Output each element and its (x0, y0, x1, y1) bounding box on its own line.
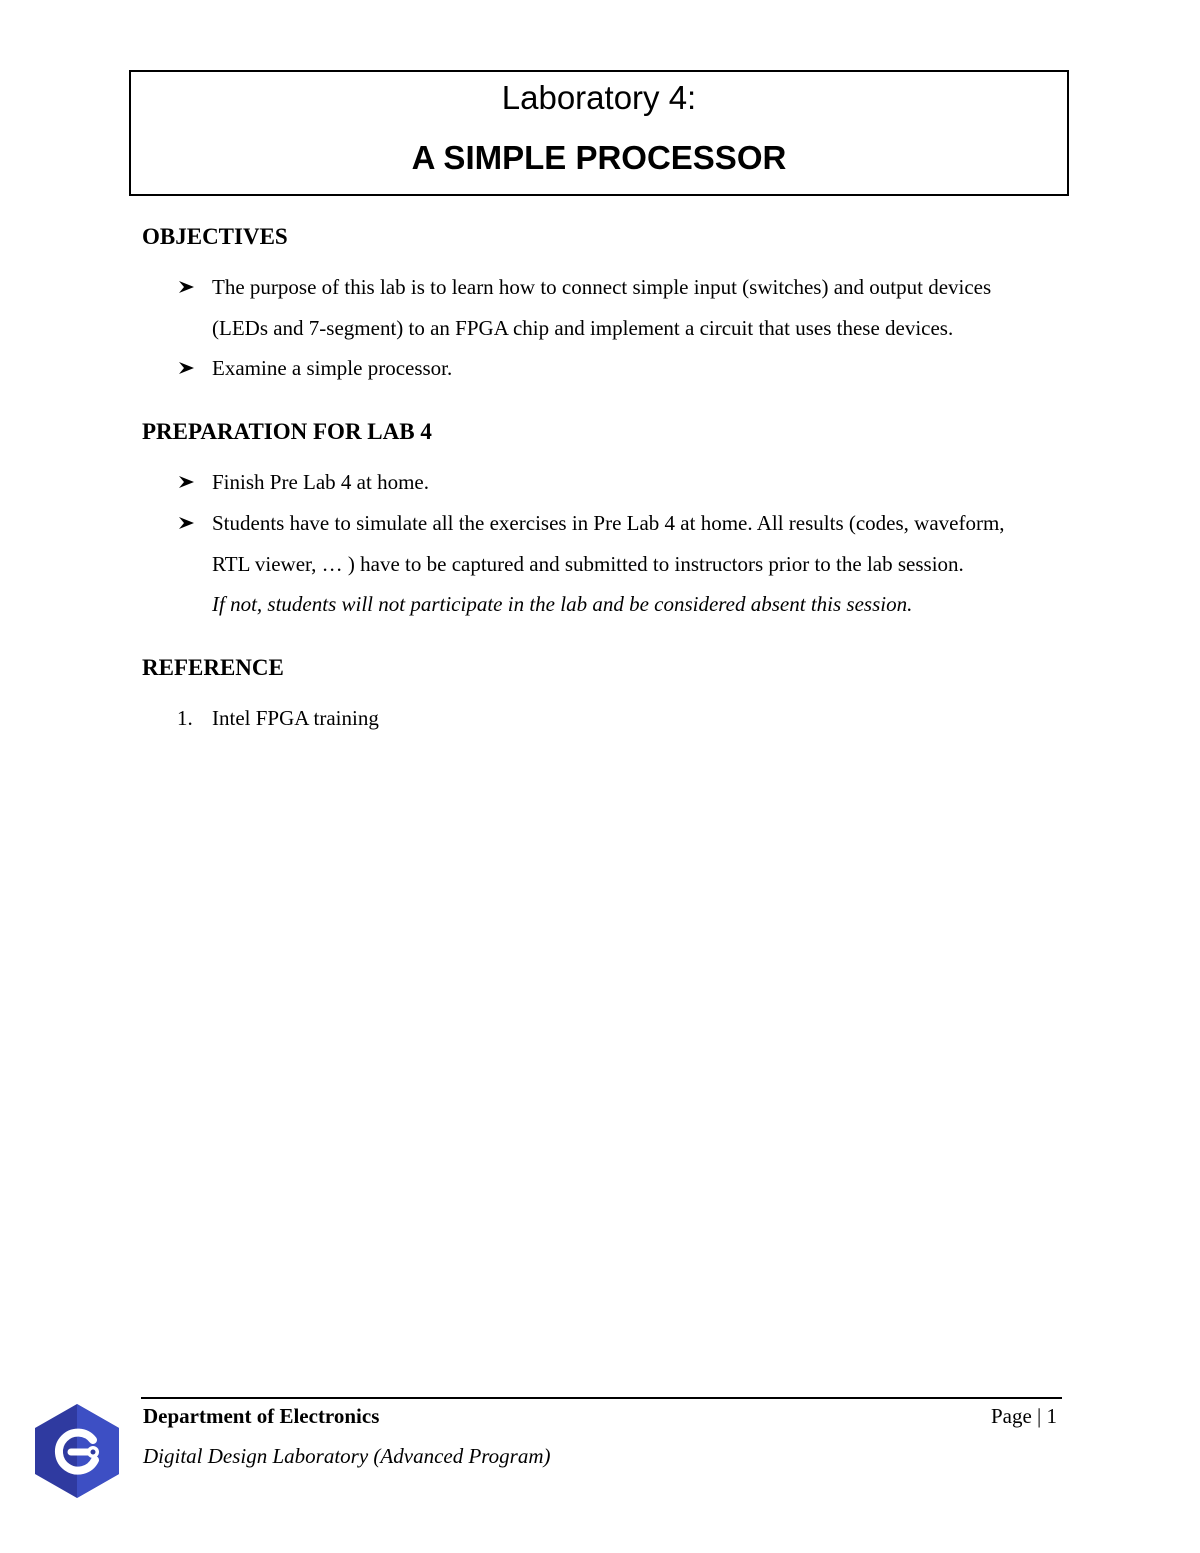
preparation-2-line-1: Students have to simulate all the exercises in Pre Lab 4 at home. All results (codes, waveform, (212, 511, 1005, 535)
arrow-bullet-icon (176, 509, 198, 537)
arrow-bullet-icon (176, 468, 198, 496)
preparation-2-note: If not, students will not participate in the lab and be considered absent this session. (212, 592, 913, 616)
preparation-2-line-2: RTL viewer, … ) have to be captured and submitted to instructors prior to the lab session. (212, 552, 964, 576)
preparation-heading: PREPARATION FOR LAB 4 (142, 419, 432, 444)
footer-page-number: Page | 1 (990, 1404, 1057, 1428)
lab-number-title: Laboratory 4: (501, 79, 697, 116)
arrow-bullet-icon (176, 273, 198, 301)
objective-2-line-1: Examine a simple processor. (212, 356, 453, 380)
reference-1-text: Intel FPGA training (212, 706, 379, 730)
objective-1-line-2: (LEDs and 7-segment) to an FPGA chip and implement a circuit that uses these devices. (212, 316, 954, 340)
objective-1-line-1: The purpose of this lab is to learn how to connect simple input (switches) and output devices (212, 275, 992, 299)
objectives-heading: OBJECTIVES (142, 224, 288, 249)
footer-divider (141, 1397, 1062, 1399)
footer-department: Department of Electronics (143, 1404, 380, 1428)
preparation-1-line-1: Finish Pre Lab 4 at home. (212, 470, 429, 494)
lab-name-title: A SIMPLE PROCESSOR (411, 139, 787, 176)
department-logo-icon (33, 1402, 121, 1500)
title-box (129, 70, 1069, 196)
reference-1-number: 1. (177, 706, 193, 730)
arrow-bullet-icon (176, 354, 198, 382)
footer-program: Digital Design Laboratory (Advanced Program) (143, 1444, 551, 1468)
reference-heading: REFERENCE (142, 655, 284, 680)
